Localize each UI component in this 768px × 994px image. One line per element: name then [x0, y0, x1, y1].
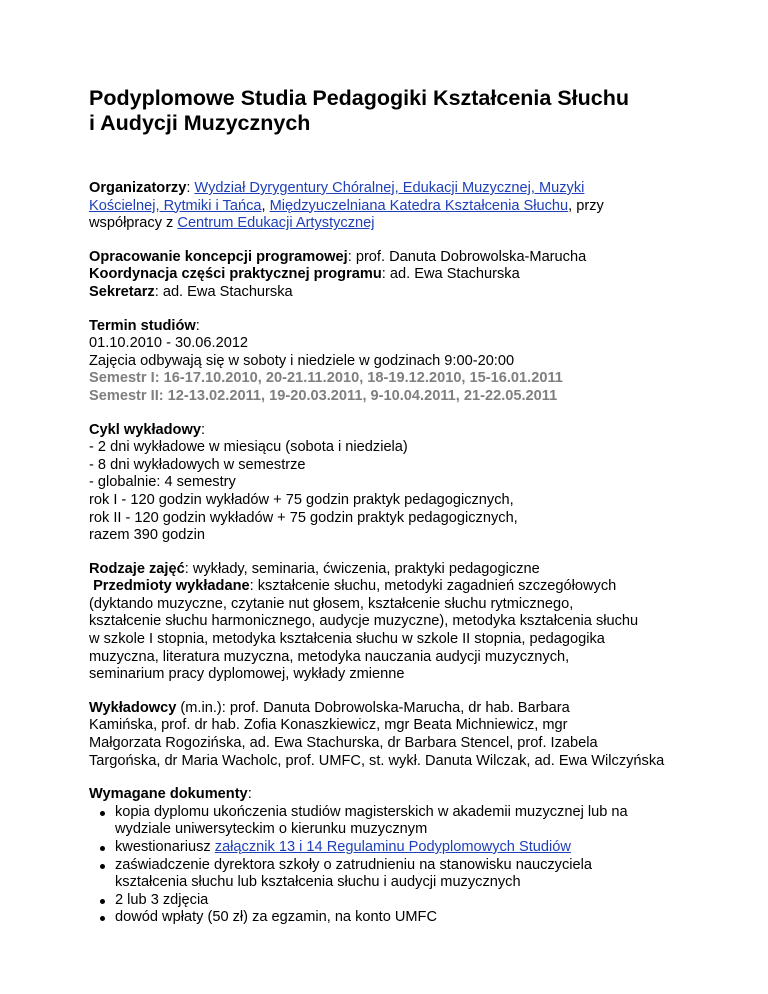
- subjects-line: muzyczna, literatura muzyczna, metodyka nauczania audycji muzycznych,: [89, 648, 570, 665]
- subjects-line: seminarium pracy dyplomowej, wykłady zmienne: [89, 666, 405, 683]
- lecturers-label: Wykładowcy: [89, 699, 177, 716]
- class-types-line: [89, 561, 749, 579]
- documents-section: Wymagane dokumenty: kopia dyplomu ukończenia studiów magisterskich w akademii muzycznej lub na wydziale uniwersyteckim o kierunku muzycznym kwestionariusz załącznik 13 i 14 Regulaminu Podyplomowych Studiów zaświadczenie dyrektora szkoły o zatrudnieniu na stanowisku nauczyciela kształcenia słuchu lub kształcenia słuchu i audycji muzycznych 2 lub 3 zdjęcia dowód wpłaty (50 zł) za egzamin, na konto UMFC: [89, 786, 749, 927]
- document-text: 2 lub 3 zdjęcia: [115, 891, 209, 908]
- lecturers-line: Małgorzata Rogozińska, ad. Ewa Stachurska, dr Barbara Stencel, prof. Izabela: [89, 735, 598, 752]
- classes-section: [89, 561, 749, 684]
- regulations-link[interactable]: załącznik 13 i 14 Regulaminu Podyplomowych Studiów: [214, 839, 571, 855]
- documents-label: Wymagane dokumenty: [89, 786, 248, 803]
- subjects-line: w szkole I stopnia, metodyka kształcenia słuchu w szkole II stopnia, pedagogika: [89, 631, 605, 648]
- lecturers-line: Targońska, dr Maria Wacholc, prof. UMFC, st. wykł. Danuta Wilczak, ad. Ewa Wilczyńska: [89, 752, 665, 769]
- document-text: zaświadczenie dyrektora szkoły o zatrudnieniu na stanowisku nauczyciela: [115, 856, 592, 873]
- list-item: [89, 839, 749, 857]
- term-dates: 01.10.2010 - 30.06.2012: [89, 335, 249, 352]
- organizers-section: Organizatorzy: Wydział Dyrygentury Chóralnej, Edukacji Muzycznej, Muzyki Kościelnej, Rytmiki i Tańca, Międzyuczelniana Katedra Kształcenia Słuchu, przy współpracy z Centrum Edukacji Artystycznej: [89, 180, 604, 232]
- organizers-text-after: , przy: [568, 197, 604, 214]
- class-types-label: Rodzaje zajęć: [89, 560, 185, 577]
- faculty-link[interactable]: Wydział Dyrygentury Chóralnej, Edukacji Muzycznej, Muzyki: [194, 180, 585, 196]
- concept-value: : prof. Danuta Dobrowolska-Marucha: [347, 248, 587, 265]
- subjects-label: Przedmioty wykładane: [93, 578, 250, 595]
- class-types-value: : wykłady, seminaria, ćwiczenia, praktyki pedagogiczne: [184, 560, 540, 577]
- cycle-line: rok II - 120 godzin wykładów + 75 godzin praktyk pedagogicznych,: [89, 509, 518, 526]
- document-text: kopia dyplomu ukończenia studiów magisterskich w akademii muzycznej lub na: [115, 803, 628, 820]
- cycle-section: Cykl wykładowy: - 2 dni wykładowe w miesiącu (sobota i niedziela) - 8 dni wykładowych w semestrze - globalnie: 4 semestry rok I - 120 godzin wykładów + 75 godzin praktyk pedagogicznych, rok II - 120 godzin wykładów + 75 godzin praktyk pedagogicznych, razem 390 godzin: [89, 422, 749, 545]
- faculty-link-cont[interactable]: Kościelnej, Rytmiki i Tańca: [89, 197, 262, 214]
- coordination-line: [89, 266, 749, 284]
- subjects-value: : kształcenie słuchu, metodyki zagadnień szczegółowych: [249, 578, 617, 595]
- concept-label: Opracowanie koncepcji programowej: [89, 248, 348, 265]
- cycle-line: rok I - 120 godzin wykładów + 75 godzin praktyk pedagogicznych,: [89, 491, 514, 508]
- list-item: [89, 804, 749, 839]
- lecturers-section: [89, 700, 749, 770]
- cycle-line: razem 390 godzin: [89, 527, 206, 544]
- list-item: [89, 857, 749, 892]
- document-body: [89, 180, 749, 943]
- organizers-label: Organizatorzy: [89, 180, 187, 196]
- secretary-value: : ad. Ewa Stachurska: [154, 283, 293, 300]
- lecturers-line: [89, 700, 749, 718]
- staff-section: [89, 249, 749, 302]
- coordination-label: Koordynacja części praktycznej programu: [89, 266, 382, 283]
- subjects-line: (dyktando muzyczne, czytanie nut głosem, kształcenie słuchu rytmicznego,: [89, 595, 574, 612]
- semester-2-dates: Semestr II: 12-13.02.2011, 19-20.03.2011, 9-10.04.2011, 21-22.05.2011: [89, 387, 558, 404]
- term-label: Termin studiów: [89, 317, 196, 334]
- department-link[interactable]: Międzyuczelniana Katedra Kształcenia Słuchu: [269, 197, 569, 214]
- semester-1-dates: Semestr I: 16-17.10.2010, 20-21.11.2010, 18-19.12.2010, 15-16.01.2011: [89, 370, 563, 387]
- list-item: [89, 909, 749, 927]
- cycle-line: - globalnie: 4 semestry: [89, 474, 236, 491]
- subjects-line: kształcenie słuchu harmonicznego, audycje muzyczne), metodyka kształcenia słuchu: [89, 613, 639, 630]
- concept-line: [89, 249, 749, 267]
- secretary-line: [89, 284, 749, 302]
- documents-list: [89, 804, 749, 927]
- cea-link[interactable]: Centrum Edukacji Artystycznej: [177, 215, 375, 232]
- lecturers-value: (m.in.): prof. Danuta Dobrowolska-Marucha, dr hab. Barbara: [176, 699, 570, 716]
- cycle-line: - 2 dni wykładowe w miesiącu (sobota i niedziela): [89, 439, 408, 456]
- secretary-label: Sekretarz: [89, 283, 155, 300]
- lecturers-line: Kamińska, prof. dr hab. Zofia Konaszkiewicz, mgr Beata Michniewicz, mgr: [89, 717, 568, 734]
- document-text: kształcenia słuchu lub kształcenia słuchu i audycji muzycznych: [115, 874, 521, 891]
- title-line-2: i Audycji Muzycznych: [89, 111, 311, 135]
- coordination-value: : ad. Ewa Stachurska: [381, 266, 520, 283]
- cycle-line: - 8 dni wykładowych w semestrze: [89, 456, 306, 473]
- page-title: [89, 86, 729, 136]
- organizers-cooperation-text: współpracy z: [89, 215, 178, 232]
- cycle-label: Cykl wykładowy: [89, 421, 201, 438]
- title-line-1: Podyplomowe Studia Pedagogiki Kształcenia Słuchu: [89, 86, 629, 110]
- term-schedule: Zajęcia odbywają się w soboty i niedziele w godzinach 9:00-20:00: [89, 352, 515, 369]
- subjects-line: [89, 578, 749, 596]
- document-text: dowód wpłaty (50 zł) za egzamin, na konto UMFC: [115, 909, 438, 926]
- term-section: Termin studiów: 01.10.2010 - 30.06.2012 Zajęcia odbywają się w soboty i niedziele w godzinach 9:00-20:00 Semestr I: 16-17.10.2010, 20-21.11.2010, 18-19.12.2010, 15-16.01.2011 Semestr II: 12-13.02.2011, 19-20.03.2011, 9-10.04.2011, 21-22.05.2011: [89, 318, 749, 406]
- document-text: wydziale uniwersyteckim o kierunku muzycznym: [115, 821, 428, 838]
- document-text: kwestionariusz: [115, 839, 215, 855]
- list-item: [89, 892, 749, 910]
